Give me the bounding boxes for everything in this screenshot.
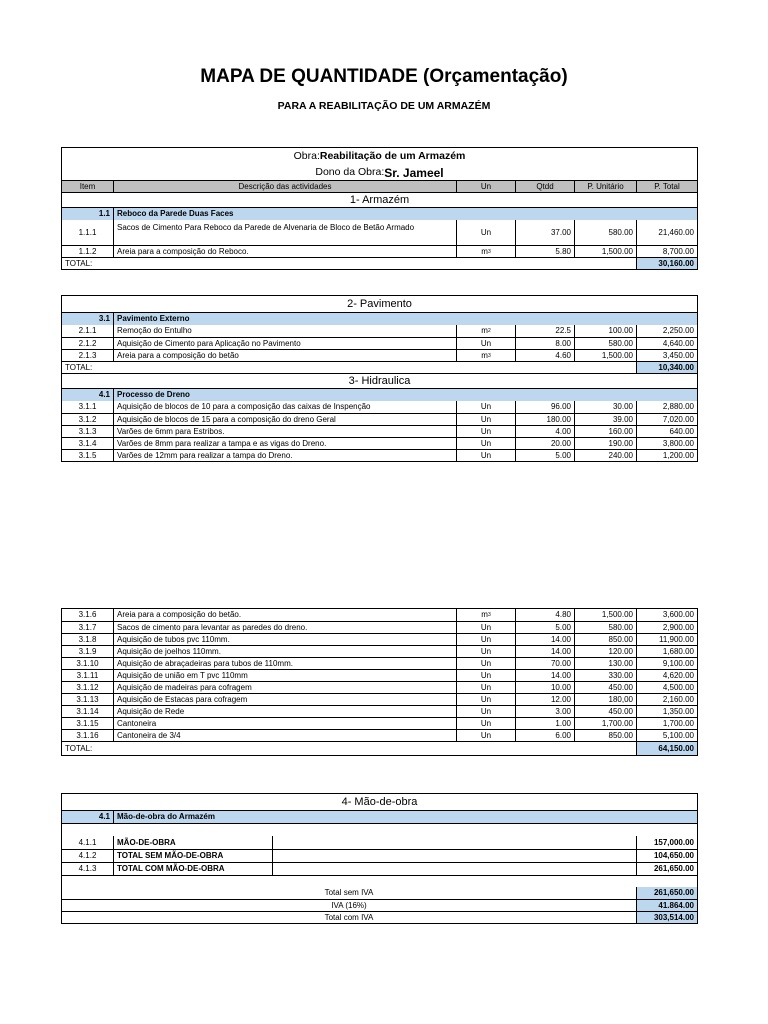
unit-cell: Un [456,670,515,681]
item-number: 3.1.2 [78,414,97,424]
column-header-row [62,180,697,192]
labour-description: TOTAL COM MÃO-DE-OBRA [113,863,272,875]
table-row [62,220,697,245]
table-row [62,681,697,693]
item-description: Aquisição de união em T pvc 110mm [113,670,456,681]
unit-price: 30.00 [574,401,636,413]
document-subtitle: PARA A REABILITAÇÃO DE UM ARMAZÉM [277,100,491,112]
col-description-header: Descrição das actividades [113,181,456,192]
item-number: 3.1.14 [76,706,99,716]
table-row [62,425,697,437]
labour-row [62,836,697,849]
col-item-header: Item [79,181,96,191]
quantity: 22.5 [515,325,574,337]
total-price: 21,460.00 [636,220,697,245]
table-row [62,621,697,633]
quantity: 3.00 [515,706,574,717]
item-number: 2.1.2 [78,338,97,348]
total-label: TOTAL: [65,362,93,372]
total-price: 3,450.00 [636,350,697,361]
item-number: 2.1.3 [78,350,97,360]
item-number: 4.1.3 [78,864,97,873]
unit-cell: Un [456,718,515,729]
total-price: 5,100.00 [636,730,697,741]
empty-cell [272,836,636,849]
total-row [62,257,697,269]
owner-value: Sr. Jameel [384,165,444,180]
total-price: 2,900.00 [636,622,697,633]
quantity: 5.00 [515,622,574,633]
unit-price: 580.00 [574,338,636,349]
quantity: 8.00 [515,338,574,349]
labour-value: 104,650.00 [636,850,697,862]
quantity: 4.60 [515,350,574,361]
unit-price: 240.00 [574,450,636,461]
table-hidraulica-continuation [61,608,698,756]
section-total-value: 64,150.00 [636,742,697,755]
obra-value: Reabilitação de um Armazém [319,150,466,163]
table-row [62,245,697,257]
table-row [62,609,697,621]
table-row [62,349,697,361]
unit-cell: Un [456,401,515,413]
quantity: 14.00 [515,634,574,645]
item-description: Cantoneira [113,718,456,729]
total-price: 9,100.00 [636,658,697,669]
section-total-value: 30,160.00 [636,258,697,269]
section-title-hidraulica: 3- Hidraulica [348,374,411,387]
total-price: 640.00 [636,426,697,437]
unit-price: 850.00 [574,634,636,645]
table-row [62,669,697,681]
item-number: 3.1.12 [76,682,99,692]
section-title-row [62,296,697,312]
item-description: Sacos de Cimento Para Reboco da Parede de Alvenaria de Bloco de Betão Armado [113,220,456,245]
subsection-title: Pavimento Externo [113,313,697,325]
item-description: Varões de 8mm para realizar a tampa e as vigas do Dreno. [113,438,456,449]
item-description: Aquisição de Rede [113,706,456,717]
labour-value: 157,000.00 [636,836,697,849]
total-price: 7,020.00 [636,414,697,425]
total-price: 11,900.00 [636,634,697,645]
unit-text: m [481,326,488,335]
item-number: 3.1.6 [78,610,97,619]
total-price: 2,250.00 [636,325,697,337]
total-price: 8,700.00 [636,246,697,257]
table-row [62,717,697,729]
subsection-number: 3.1 [98,314,110,323]
summary-value: 261,650.00 [636,887,697,899]
item-number: 3.1.8 [78,634,97,644]
item-description: Aquisição de blocos de 15 para a composição do dreno Geral [113,414,456,425]
item-number: 4.1.2 [78,851,97,860]
section-title-pavimento: 2- Pavimento [347,297,412,310]
unit-price: 580.00 [574,622,636,633]
total-label: TOTAL: [65,258,93,268]
quantity: 6.00 [515,730,574,741]
labour-description: MÃO-DE-OBRA [113,836,272,849]
summary-value: 41.864.00 [636,900,697,911]
total-price: 1,350.00 [636,706,697,717]
summary-value: 303,514.00 [636,912,697,923]
obra-row [62,148,697,165]
owner-label: Dono da Obra: [315,166,385,179]
total-row [62,741,697,755]
unit-cell: m 2 [456,325,515,337]
table-mao-de-obra [61,793,698,924]
item-description: Aquisição de madeiras para cofragem [113,682,456,693]
unit-cell: Un [456,338,515,349]
spacer-row [62,875,697,887]
unit-price: 100.00 [574,325,636,337]
empty-cell [272,863,636,875]
section-total-value: 10,340.00 [636,362,697,373]
table-row [62,449,697,461]
section-title-armazem: 1- Armazém [349,193,410,206]
item-description: Areia para a composição do betão. [113,609,456,621]
item-number: 4.1.1 [78,837,97,847]
item-number: 3.1.7 [78,622,97,632]
total-price: 1,680.00 [636,646,697,657]
unit-cell: Un [456,414,515,425]
labour-row [62,849,697,862]
item-description: Varões de 6mm para Estribos. [113,426,456,437]
table-row [62,693,697,705]
table-row [62,705,697,717]
col-total-price-header: P. Total [636,181,697,192]
section-title-row [62,192,697,207]
item-number: 3.1.16 [76,730,99,740]
empty-cell [272,850,636,862]
total-price: 4,620.00 [636,670,697,681]
quantity: 4.80 [515,609,574,621]
unit-price: 1,500.00 [574,609,636,621]
labour-value: 261,650.00 [636,863,697,875]
item-description: Aquisição de blocos de 10 para a composição das caixas de Inspenção [113,401,456,413]
item-number: 3.1.15 [76,718,99,728]
unit-cell: Un [456,646,515,657]
unit-price: 1,700.00 [574,718,636,729]
unit-price: 130.00 [574,658,636,669]
unit-cell: Un [456,634,515,645]
unit-price: 120.00 [574,646,636,657]
table-row [62,401,697,413]
summary-label: IVA (16%) [331,900,367,910]
quantity: 70.00 [515,658,574,669]
unit-price: 450.00 [574,706,636,717]
subsection-number: 1.1 [98,209,110,218]
table-row [62,645,697,657]
item-number: 2.1.1 [78,326,97,335]
unit-cell: m 3 [456,246,515,257]
item-description: Sacos de cimento para levantar as paredes do dreno. [113,622,456,633]
document-title: MAPA DE QUANTIDADE (Orçamentação) [200,66,568,87]
item-number: 3.1.10 [76,658,99,668]
section-title-row [62,373,697,388]
table-row [62,337,697,349]
quantity: 37.00 [515,220,574,245]
unit-text: m [481,246,488,256]
item-number: 3.1.9 [78,646,97,656]
quantity: 12.00 [515,694,574,705]
subsection-row [62,207,697,220]
item-description: Varões de 12mm para realizar a tampa do Dreno. [113,450,456,461]
subsection-row [62,312,697,325]
labour-description: TOTAL SEM MÃO-DE-OBRA [113,850,272,862]
summary-row [62,911,697,923]
item-number: 3.1.4 [78,438,97,448]
table-armazem [61,147,698,270]
quantity: 96.00 [515,401,574,413]
total-price: 1,700.00 [636,718,697,729]
total-price: 3,800.00 [636,438,697,449]
item-number: 1.1.2 [78,246,97,256]
total-price: 1,200.00 [636,450,697,461]
item-description: Cantoneira de 3/4 [113,730,456,741]
unit-cell: Un [456,682,515,693]
unit-cell: Un [456,658,515,669]
section-title-row [62,794,697,810]
quantity: 14.00 [515,646,574,657]
item-description: Aquisição de tubos pvc 110mm. [113,634,456,645]
total-price: 3,600.00 [636,609,697,621]
owner-row [62,165,697,180]
unit-text: m [481,610,488,619]
col-unit-price-header: P. Unitário [574,181,636,192]
unit-price: 39.00 [574,414,636,425]
total-row [62,361,697,373]
item-number: 3.1.5 [78,450,97,460]
table-row [62,413,697,425]
total-price: 2,880.00 [636,401,697,413]
summary-row [62,899,697,911]
item-number: 3.1.3 [78,426,97,436]
spacer-row [62,823,697,836]
subsection-row [62,388,697,401]
item-description: Aquisição de Cimento para Aplicação no Pavimento [113,338,456,349]
item-number: 3.1.13 [76,694,99,704]
subsection-title: Processo de Dreno [113,389,697,401]
summary-label: Total com IVA [324,912,374,922]
quantity: 5.80 [515,246,574,257]
summary-label: Total sem IVA [324,888,374,897]
unit-price: 1,500.00 [574,350,636,361]
table-row [62,657,697,669]
table-row [62,729,697,741]
quantity: 4.00 [515,426,574,437]
subsection-title: Reboco da Parede Duas Faces [113,208,697,220]
table-pavimento-hidraulica [61,295,698,462]
table-row [62,437,697,449]
item-description: Aquisição de Estacas para cofragem [113,694,456,705]
quantity: 14.00 [515,670,574,681]
unit-price: 1,500.00 [574,246,636,257]
unit-price: 190.00 [574,438,636,449]
item-description: Areia para a composição do Reboco. [113,246,456,257]
unit-cell: Un [456,426,515,437]
quantity: 20.00 [515,438,574,449]
unit-cell: Un [456,706,515,717]
total-label: TOTAL: [65,743,93,753]
subsection-title: Mão-de-obra do Armazém [113,811,697,823]
unit-price: 850.00 [574,730,636,741]
unit-price: 330.00 [574,670,636,681]
section-title-mao-de-obra: 4- Mão-de-obra [341,795,418,808]
item-description: Aquisição de abraçadeiras para tubos de 110mm. [113,658,456,669]
unit-cell: Un [456,450,515,461]
col-unit-header: Un [456,181,515,192]
total-price: 4,640.00 [636,338,697,349]
unit-price: 450.00 [574,682,636,693]
item-description: Areia para a composição do betão [113,350,456,361]
table-row [62,633,697,645]
unit-price: 180,00 [574,694,636,705]
subsection-row [62,810,697,823]
quantity: 1.00 [515,718,574,729]
quantity: 5.00 [515,450,574,461]
unit-cell: m 3 [456,350,515,361]
unit-cell: Un [456,220,515,245]
item-description: Remoção do Entulho [113,325,456,337]
item-number: 3.1.11 [76,670,99,680]
col-qty-header: Qtdd [515,181,574,192]
unit-cell: Un [456,694,515,705]
unit-cell: Un [456,622,515,633]
table-row [62,325,697,337]
quantity: 10.00 [515,682,574,693]
labour-row [62,862,697,875]
unit-cell: m 3 [456,609,515,621]
quantity: 180.00 [515,414,574,425]
unit-cell: Un [456,730,515,741]
item-number: 1.1.1 [78,227,97,237]
summary-row [62,887,697,899]
unit-text: m [481,350,488,360]
unit-price: 580.00 [574,220,636,245]
total-price: 2,160.00 [636,694,697,705]
item-number: 3.1.1 [78,402,97,411]
total-price: 4,500.00 [636,682,697,693]
unit-price: 160.00 [574,426,636,437]
obra-label: Obra: [293,150,320,163]
item-description: Aquisição de joelhos 110mm. [113,646,456,657]
subsection-number: 4.1 [98,390,110,399]
subsection-number: 4.1 [98,812,110,821]
unit-cell: Un [456,438,515,449]
